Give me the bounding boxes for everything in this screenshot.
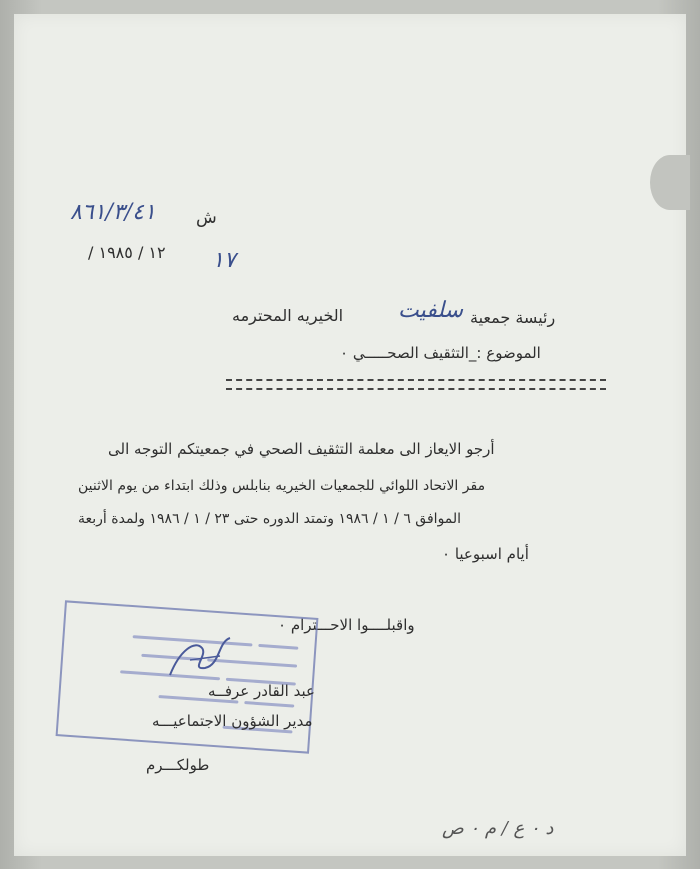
- body-line-4: أيام اسبوعيا ٠: [442, 545, 529, 563]
- closing-line: واقبلــــوا الاحـــترام ٠: [278, 616, 415, 634]
- ref-prefix: ش: [196, 208, 217, 228]
- body-line-3: الموافق ٦ / ١ / ١٩٨٦ وتمتد الدوره حتى ٢٣ / ١ / ١٩٨٦ ولمدة أربعة: [78, 511, 462, 527]
- signatory-name: عبد القادر عرفــه: [208, 682, 315, 700]
- signature-scribble: [160, 630, 240, 690]
- date-rest: / ١٢ / ١٩٨٥: [88, 243, 166, 262]
- recipient-name: سلفيت: [398, 298, 464, 323]
- subject-underline: [226, 379, 606, 390]
- ref-number: ٨٦١/٣/٤١: [70, 200, 156, 225]
- subject-line: الموضوع :_التثقيف الصحـــــي ٠: [340, 344, 541, 362]
- date-day: ١٧: [212, 248, 236, 273]
- signatory-title: مدير الشؤون الاجتماعيـــه: [152, 712, 313, 730]
- footer-initials: د ٠ ع / م ٠ ص: [442, 818, 554, 839]
- recipient-before: رئيسة جمعية: [470, 308, 556, 327]
- signatory-place: طولكـــرم: [146, 756, 210, 774]
- recipient-after: الخيريه المحترمه: [232, 306, 344, 325]
- body-line-1: أرجو الايعاز الى معلمة التثقيف الصحي في جمعيتكم التوجه الى: [108, 440, 495, 458]
- page-notch: [650, 155, 690, 210]
- body-line-2: مقر الاتحاد اللوائي للجمعيات الخيريه بنابلس وذلك ابتداء من يوم الاثنين: [78, 478, 486, 494]
